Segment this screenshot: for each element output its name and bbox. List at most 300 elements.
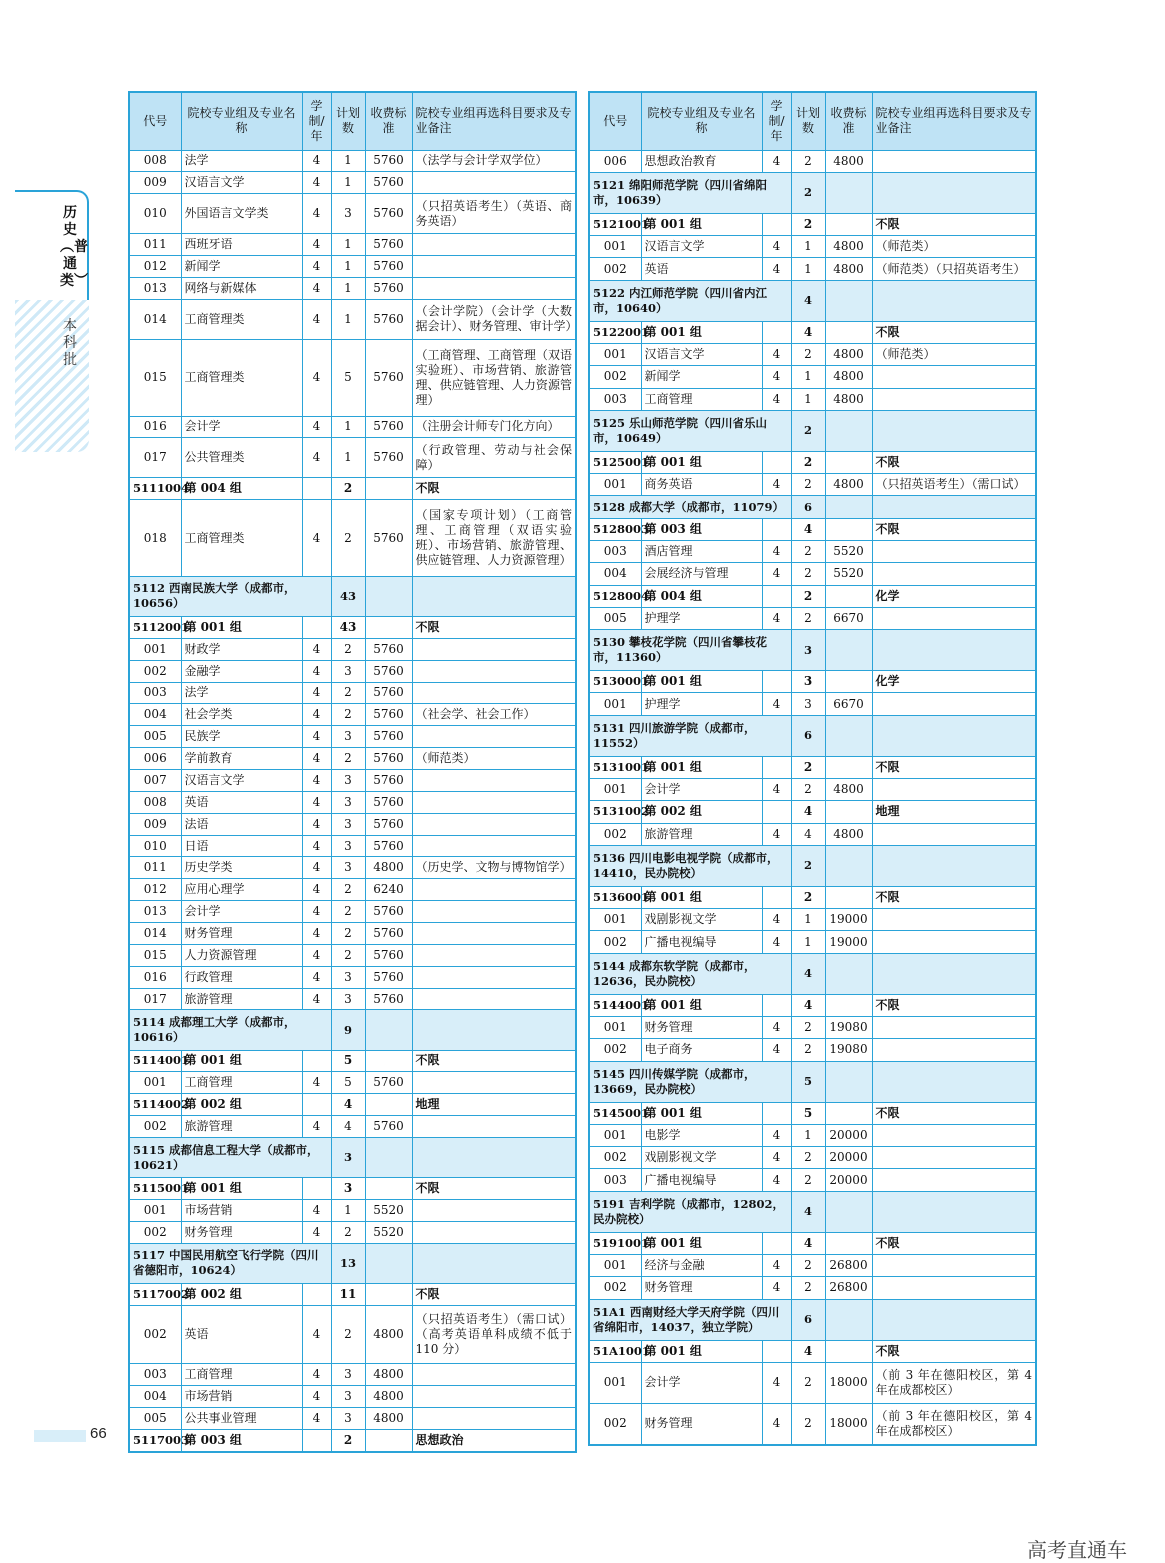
header-fee: 收费标准 — [365, 92, 412, 150]
major-note: （工商管理、工商管理（双语实验班）、市场营销、旅游管理、供应链管理、人力资源管理） — [412, 339, 576, 416]
major-row — [589, 1016, 1036, 1038]
major-row — [129, 234, 576, 256]
major-row — [129, 791, 576, 813]
major-plan: 1 — [791, 388, 825, 410]
major-code: 001 — [129, 638, 181, 660]
header-note: 院校专业组再选科目要求及专业备注 — [412, 92, 576, 150]
major-fee: 6670 — [825, 693, 872, 715]
school-row — [589, 630, 1036, 671]
major-fee: 4800 — [365, 1305, 412, 1363]
major-years: 4 — [302, 682, 331, 704]
group-row — [589, 1102, 1036, 1124]
school-plan: 9 — [331, 1010, 365, 1050]
school-plan: 43 — [331, 576, 365, 616]
school-row — [589, 410, 1036, 451]
major-code: 003 — [129, 1363, 181, 1385]
major-name: 戏剧影视文学 — [641, 1147, 762, 1169]
major-plan: 2 — [791, 343, 825, 365]
major-plan: 3 — [331, 1407, 365, 1429]
group-years — [762, 1340, 791, 1362]
major-plan: 1 — [791, 909, 825, 931]
group-code: 5191001 — [589, 1232, 641, 1254]
major-row — [129, 1305, 576, 1363]
major-name: 护理学 — [641, 607, 762, 629]
major-fee: 6670 — [825, 607, 872, 629]
major-code: 016 — [129, 966, 181, 988]
group-subject-requirement: 不限 — [412, 1178, 576, 1200]
school-name: 5130 攀枝花学院（四川省攀枝花市，11360） — [589, 630, 791, 671]
major-code: 005 — [129, 1407, 181, 1429]
major-code: 011 — [129, 857, 181, 879]
group-plan: 4 — [791, 801, 825, 823]
major-fee: 4800 — [825, 778, 872, 800]
group-fee — [825, 671, 872, 693]
group-name: 第 001 组 — [641, 213, 762, 235]
major-row — [129, 704, 576, 726]
school-row — [589, 496, 1036, 518]
major-fee: 4800 — [365, 1407, 412, 1429]
major-years: 4 — [302, 988, 331, 1010]
group-years — [762, 1102, 791, 1124]
major-code: 008 — [129, 791, 181, 813]
major-plan: 2 — [791, 1169, 825, 1191]
school-plan: 2 — [791, 410, 825, 451]
major-fee: 4800 — [825, 258, 872, 280]
group-name: 第 001 组 — [641, 1340, 762, 1362]
group-years — [762, 213, 791, 235]
school-row — [589, 172, 1036, 213]
major-fee: 19080 — [825, 1016, 872, 1038]
major-name: 西班牙语 — [181, 234, 302, 256]
major-years: 4 — [302, 923, 331, 945]
major-plan: 3 — [331, 1363, 365, 1385]
major-row — [129, 1199, 576, 1221]
major-note — [412, 879, 576, 901]
major-plan: 1 — [331, 1199, 365, 1221]
school-name: 51A1 西南财经大学天府学院（四川省绵阳市，14037，独立学院） — [589, 1299, 791, 1340]
school-note — [872, 630, 1036, 671]
major-note: （师范类）（只招英语考生） — [872, 258, 1036, 280]
school-plan: 2 — [791, 845, 825, 886]
group-code: 5111004 — [129, 478, 181, 500]
school-plan: 3 — [791, 630, 825, 671]
major-note — [872, 388, 1036, 410]
school-row — [589, 1191, 1036, 1232]
school-name: 5115 成都信息工程大学（成都市，10621） — [129, 1137, 331, 1177]
school-row — [589, 715, 1036, 756]
major-note — [412, 726, 576, 748]
school-fee — [365, 1010, 412, 1050]
major-plan: 2 — [331, 500, 365, 577]
group-code: 5117003 — [129, 1429, 181, 1452]
group-row — [129, 1283, 576, 1305]
group-fee — [825, 1340, 872, 1362]
major-fee: 5760 — [365, 791, 412, 813]
major-code: 005 — [589, 607, 641, 629]
major-note: （法学与会计学双学位） — [412, 150, 576, 172]
major-code: 010 — [129, 835, 181, 857]
major-code: 004 — [129, 704, 181, 726]
group-row — [589, 213, 1036, 235]
admission-table-left — [128, 91, 577, 1453]
major-years: 4 — [762, 1124, 791, 1146]
major-plan: 2 — [331, 879, 365, 901]
major-name: 社会学类 — [181, 704, 302, 726]
table-header — [589, 92, 1036, 150]
school-plan: 13 — [331, 1243, 365, 1283]
major-code: 004 — [129, 1385, 181, 1407]
group-plan: 3 — [791, 671, 825, 693]
major-name: 财务管理 — [641, 1016, 762, 1038]
major-years: 4 — [302, 234, 331, 256]
major-note — [412, 256, 576, 278]
school-name: 5136 四川电影电视学院（成都市，14410，民办院校） — [589, 845, 791, 886]
group-years — [302, 1050, 331, 1072]
school-note — [872, 953, 1036, 994]
group-years — [762, 801, 791, 823]
major-name: 旅游管理 — [641, 823, 762, 845]
major-note — [412, 660, 576, 682]
major-plan: 1 — [791, 236, 825, 258]
group-plan: 5 — [791, 1102, 825, 1124]
header-note: 院校专业组再选科目要求及专业备注 — [872, 92, 1036, 150]
major-code: 014 — [129, 923, 181, 945]
major-note — [412, 1385, 576, 1407]
group-subject-requirement: 思想政治 — [412, 1429, 576, 1452]
major-fee: 5760 — [365, 438, 412, 478]
school-name: 5128 成都大学（成都市，11079） — [589, 496, 791, 518]
group-fee — [365, 478, 412, 500]
school-row — [129, 576, 576, 616]
group-years — [762, 756, 791, 778]
major-note — [872, 693, 1036, 715]
major-name: 日语 — [181, 835, 302, 857]
major-name: 行政管理 — [181, 966, 302, 988]
group-name: 第 001 组 — [641, 994, 762, 1016]
major-note — [412, 1116, 576, 1138]
major-name: 法学 — [181, 150, 302, 172]
group-fee — [825, 585, 872, 607]
major-code: 016 — [129, 416, 181, 438]
major-fee: 5760 — [365, 748, 412, 770]
group-fee — [825, 756, 872, 778]
major-years: 4 — [302, 748, 331, 770]
group-subject-requirement: 不限 — [412, 1050, 576, 1072]
major-code: 002 — [129, 1221, 181, 1243]
major-fee: 19000 — [825, 909, 872, 931]
major-years: 4 — [302, 438, 331, 478]
major-name: 工商管理 — [641, 388, 762, 410]
group-subject-requirement: 不限 — [872, 518, 1036, 540]
school-fee — [825, 496, 872, 518]
group-plan: 2 — [791, 585, 825, 607]
major-row — [129, 835, 576, 857]
table-body — [129, 150, 576, 1452]
group-row — [129, 1094, 576, 1116]
major-years: 4 — [762, 1039, 791, 1061]
major-row — [589, 1039, 1036, 1061]
admission-table-right — [588, 91, 1037, 1446]
school-fee — [825, 172, 872, 213]
group-subject-requirement: 不限 — [412, 478, 576, 500]
group-fee — [825, 321, 872, 343]
major-name: 旅游管理 — [181, 1116, 302, 1138]
major-row — [589, 474, 1036, 496]
major-note — [412, 172, 576, 194]
school-note — [872, 845, 1036, 886]
major-plan: 3 — [331, 813, 365, 835]
school-note — [872, 172, 1036, 213]
major-fee: 5760 — [365, 1072, 412, 1094]
school-plan: 4 — [791, 280, 825, 321]
major-years: 4 — [762, 931, 791, 953]
major-code: 001 — [589, 1016, 641, 1038]
major-code: 013 — [129, 901, 181, 923]
major-fee: 4800 — [825, 474, 872, 496]
major-code: 008 — [129, 150, 181, 172]
major-plan: 3 — [331, 988, 365, 1010]
major-fee: 5760 — [365, 234, 412, 256]
group-subject-requirement: 不限 — [872, 756, 1036, 778]
school-plan: 2 — [791, 172, 825, 213]
major-row — [589, 388, 1036, 410]
major-plan: 2 — [791, 1016, 825, 1038]
major-name: 金融学 — [181, 660, 302, 682]
major-fee: 5520 — [365, 1199, 412, 1221]
major-years: 4 — [762, 563, 791, 585]
major-note — [412, 1072, 576, 1094]
page-number-bar — [34, 1430, 86, 1442]
major-row — [589, 909, 1036, 931]
major-note — [412, 638, 576, 660]
major-note — [412, 1199, 576, 1221]
group-name: 第 001 组 — [181, 616, 302, 638]
major-fee: 5760 — [365, 1116, 412, 1138]
major-plan: 1 — [791, 366, 825, 388]
major-fee: 20000 — [825, 1147, 872, 1169]
major-plan: 1 — [791, 931, 825, 953]
major-fee: 4800 — [825, 343, 872, 365]
major-row — [589, 540, 1036, 562]
school-note — [412, 1010, 576, 1050]
major-code: 012 — [129, 256, 181, 278]
major-plan: 1 — [331, 150, 365, 172]
major-fee: 5760 — [365, 770, 412, 792]
major-years: 4 — [762, 343, 791, 365]
group-code: 5144001 — [589, 994, 641, 1016]
group-plan: 2 — [791, 756, 825, 778]
group-subject-requirement: 不限 — [872, 1340, 1036, 1362]
major-fee: 5760 — [365, 704, 412, 726]
major-fee: 5760 — [365, 726, 412, 748]
major-name: 思想政治教育 — [641, 150, 762, 172]
major-code: 001 — [589, 693, 641, 715]
major-name: 电影学 — [641, 1124, 762, 1146]
major-row — [129, 438, 576, 478]
major-name: 财务管理 — [641, 1277, 762, 1299]
major-row — [589, 778, 1036, 800]
group-name: 第 001 组 — [641, 1102, 762, 1124]
major-note: （注册会计师专门化方向） — [412, 416, 576, 438]
major-years: 4 — [302, 339, 331, 416]
major-note — [872, 1277, 1036, 1299]
major-code: 001 — [589, 236, 641, 258]
school-row — [129, 1137, 576, 1177]
school-note — [412, 1137, 576, 1177]
major-name: 网络与新媒体 — [181, 278, 302, 300]
major-note — [872, 909, 1036, 931]
major-code: 001 — [589, 474, 641, 496]
group-name: 第 002 组 — [181, 1283, 302, 1305]
major-plan: 2 — [791, 150, 825, 172]
major-name: 会计学 — [641, 1362, 762, 1403]
group-plan: 4 — [791, 1340, 825, 1362]
major-years: 4 — [762, 778, 791, 800]
major-code: 002 — [589, 366, 641, 388]
major-plan: 2 — [791, 1277, 825, 1299]
major-years: 4 — [302, 813, 331, 835]
group-plan: 11 — [331, 1283, 365, 1305]
major-plan: 2 — [791, 563, 825, 585]
major-name: 会计学 — [641, 778, 762, 800]
major-years: 4 — [302, 726, 331, 748]
major-row — [129, 901, 576, 923]
group-subject-requirement: 不限 — [412, 1283, 576, 1305]
major-row — [129, 150, 576, 172]
major-note — [412, 813, 576, 835]
group-code: 5114001 — [129, 1050, 181, 1072]
group-row — [129, 478, 576, 500]
major-note — [412, 944, 576, 966]
major-fee: 5760 — [365, 194, 412, 234]
major-code: 015 — [129, 339, 181, 416]
major-years: 4 — [762, 366, 791, 388]
group-name: 第 001 组 — [641, 886, 762, 908]
major-fee: 5760 — [365, 901, 412, 923]
major-code: 002 — [589, 1277, 641, 1299]
group-row — [589, 585, 1036, 607]
major-fee: 5760 — [365, 278, 412, 300]
major-years: 4 — [762, 607, 791, 629]
group-name: 第 002 组 — [181, 1094, 302, 1116]
school-fee — [825, 1061, 872, 1102]
major-name: 汉语言文学 — [641, 236, 762, 258]
group-plan: 4 — [791, 321, 825, 343]
group-row — [589, 801, 1036, 823]
group-name: 第 003 组 — [641, 518, 762, 540]
major-row — [129, 1072, 576, 1094]
major-fee: 5520 — [365, 1221, 412, 1243]
group-subject-requirement: 不限 — [872, 1102, 1036, 1124]
group-years — [762, 518, 791, 540]
major-plan: 5 — [331, 1072, 365, 1094]
major-years: 4 — [302, 1407, 331, 1429]
major-fee: 5760 — [365, 172, 412, 194]
group-fee — [365, 1094, 412, 1116]
major-name: 广播电视编导 — [641, 1169, 762, 1191]
major-code: 005 — [129, 726, 181, 748]
major-years: 4 — [302, 194, 331, 234]
major-years: 4 — [762, 909, 791, 931]
group-row — [589, 1340, 1036, 1362]
major-name: 广播电视编导 — [641, 931, 762, 953]
major-years: 4 — [302, 416, 331, 438]
group-years — [302, 1429, 331, 1452]
major-years: 4 — [302, 299, 331, 339]
group-row — [589, 756, 1036, 778]
major-code: 001 — [589, 909, 641, 931]
major-fee: 4800 — [825, 388, 872, 410]
major-row — [589, 343, 1036, 365]
major-row — [589, 366, 1036, 388]
major-row — [589, 1124, 1036, 1146]
group-name: 第 001 组 — [641, 1232, 762, 1254]
major-name: 会展经济与管理 — [641, 563, 762, 585]
major-note — [412, 682, 576, 704]
major-row — [589, 1254, 1036, 1276]
school-note — [872, 1299, 1036, 1340]
major-note — [412, 923, 576, 945]
major-plan: 2 — [791, 1147, 825, 1169]
table-header — [129, 92, 576, 150]
school-row — [589, 845, 1036, 886]
major-years: 4 — [302, 150, 331, 172]
major-plan: 4 — [331, 1116, 365, 1138]
major-note: （前 3 年在德阳校区，第 4 年在成都校区） — [872, 1362, 1036, 1403]
major-row — [129, 1385, 576, 1407]
major-name: 工商管理类 — [181, 339, 302, 416]
major-note — [412, 901, 576, 923]
group-fee — [365, 1429, 412, 1452]
major-name: 商务英语 — [641, 474, 762, 496]
major-code: 002 — [589, 1039, 641, 1061]
major-code: 002 — [589, 258, 641, 280]
major-years: 4 — [762, 1147, 791, 1169]
major-code: 015 — [129, 944, 181, 966]
group-name: 第 002 组 — [641, 801, 762, 823]
major-code: 011 — [129, 234, 181, 256]
school-fee — [825, 630, 872, 671]
major-name: 财务管理 — [181, 923, 302, 945]
group-subject-requirement: 不限 — [872, 213, 1036, 235]
major-plan: 3 — [791, 693, 825, 715]
major-code: 007 — [129, 770, 181, 792]
major-row — [129, 879, 576, 901]
major-fee: 4800 — [825, 823, 872, 845]
group-subject-requirement: 化学 — [872, 671, 1036, 693]
major-name: 市场营销 — [181, 1385, 302, 1407]
major-row — [129, 660, 576, 682]
group-plan: 43 — [331, 616, 365, 638]
header-code: 代号 — [589, 92, 641, 150]
major-plan: 1 — [331, 438, 365, 478]
major-name: 英语 — [181, 791, 302, 813]
group-fee — [825, 886, 872, 908]
group-fee — [365, 1050, 412, 1072]
major-row — [129, 256, 576, 278]
major-years: 4 — [762, 1169, 791, 1191]
major-name: 历史学类 — [181, 857, 302, 879]
major-years: 4 — [762, 236, 791, 258]
major-note — [872, 540, 1036, 562]
school-row — [589, 953, 1036, 994]
group-name: 第 004 组 — [641, 585, 762, 607]
group-plan: 2 — [791, 451, 825, 473]
major-years: 4 — [302, 791, 331, 813]
major-fee: 5760 — [365, 988, 412, 1010]
major-code: 018 — [129, 500, 181, 577]
major-plan: 2 — [331, 682, 365, 704]
